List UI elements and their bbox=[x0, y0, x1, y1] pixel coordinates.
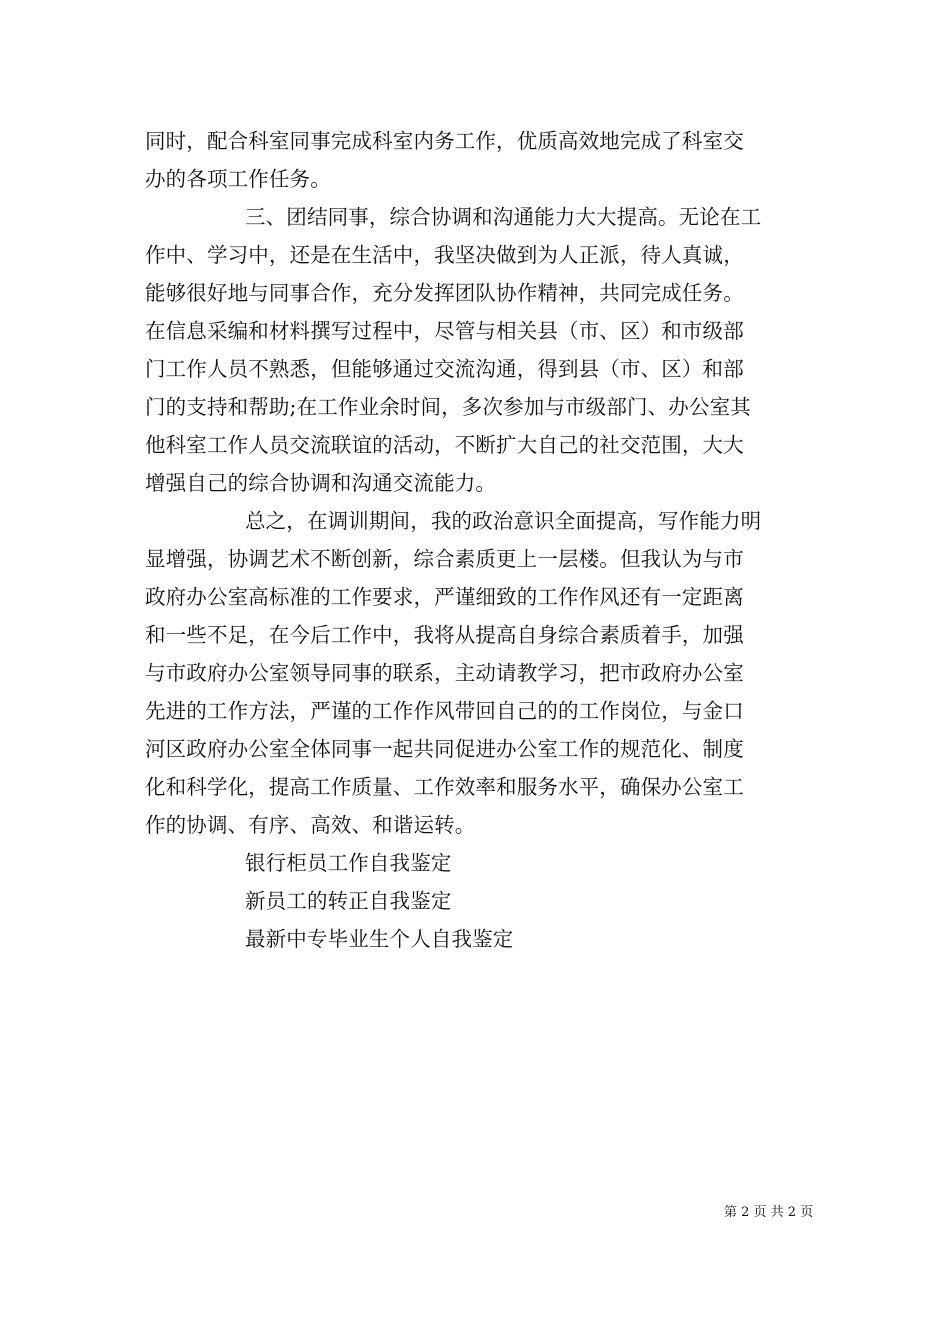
text-line: 先进的工作方法，严谨的工作作风带回自己的的工作岗位，与金口 bbox=[145, 699, 744, 723]
text-line: 作中、学习中，还是在生活中，我坚决做到为人正派，待人真诚， bbox=[145, 243, 744, 267]
text-line: 门工作人员不熟悉，但能够通过交流沟通，得到县（市、区）和部 bbox=[145, 357, 744, 381]
paragraph-first-line: 三、团结同事，综合协调和沟通能力大大提高。无论在工 bbox=[245, 205, 762, 229]
text-line: 显增强，协调艺术不断创新，综合素质更上一层楼。但我认为与市 bbox=[145, 547, 744, 571]
text-line: 同时，配合科室同事完成科室内务工作，优质高效地完成了科室交 bbox=[145, 129, 744, 153]
text-line: 在信息采编和材料撰写过程中，尽管与相关县（市、区）和市级部 bbox=[145, 319, 744, 343]
related-article-link[interactable]: 最新中专毕业生个人自我鉴定 bbox=[245, 927, 514, 951]
text-line: 河区政府办公室全体同事一起共同促进办公室工作的规范化、制度 bbox=[145, 737, 744, 761]
text-line: 政府办公室高标准的工作要求，严谨细致的工作作风还有一定距离 bbox=[145, 585, 744, 609]
text-line: 门的支持和帮助;在工作业余时间，多次参加与市级部门、办公室其 bbox=[145, 395, 751, 419]
related-article-link[interactable]: 新员工的转正自我鉴定 bbox=[245, 889, 452, 913]
text-line: 办的各项工作任务。 bbox=[145, 167, 331, 191]
text-line: 化和科学化，提高工作质量、工作效率和服务水平，确保办公室工 bbox=[145, 775, 744, 799]
text-line: 和一些不足，在今后工作中，我将从提高自身综合素质着手，加强 bbox=[145, 623, 744, 647]
text-line: 作的协调、有序、高效、和谐运转。 bbox=[145, 813, 476, 837]
text-line: 他科室工作人员交流联谊的活动，不断扩大自己的社交范围，大大 bbox=[145, 433, 744, 457]
related-article-link[interactable]: 银行柜员工作自我鉴定 bbox=[245, 851, 452, 875]
paragraph-first-line: 总之，在调训期间，我的政治意识全面提高，写作能力明 bbox=[245, 509, 762, 533]
page-number-footer: 第 2 页 共 2 页 bbox=[724, 1205, 814, 1220]
text-line: 增强自己的综合协调和沟通交流能力。 bbox=[145, 471, 497, 495]
text-line: 能够很好地与同事合作，充分发挥团队协作精神，共同完成任务。 bbox=[145, 281, 744, 305]
text-line: 与市政府办公室领导同事的联系，主动请教学习，把市政府办公室 bbox=[145, 661, 744, 685]
